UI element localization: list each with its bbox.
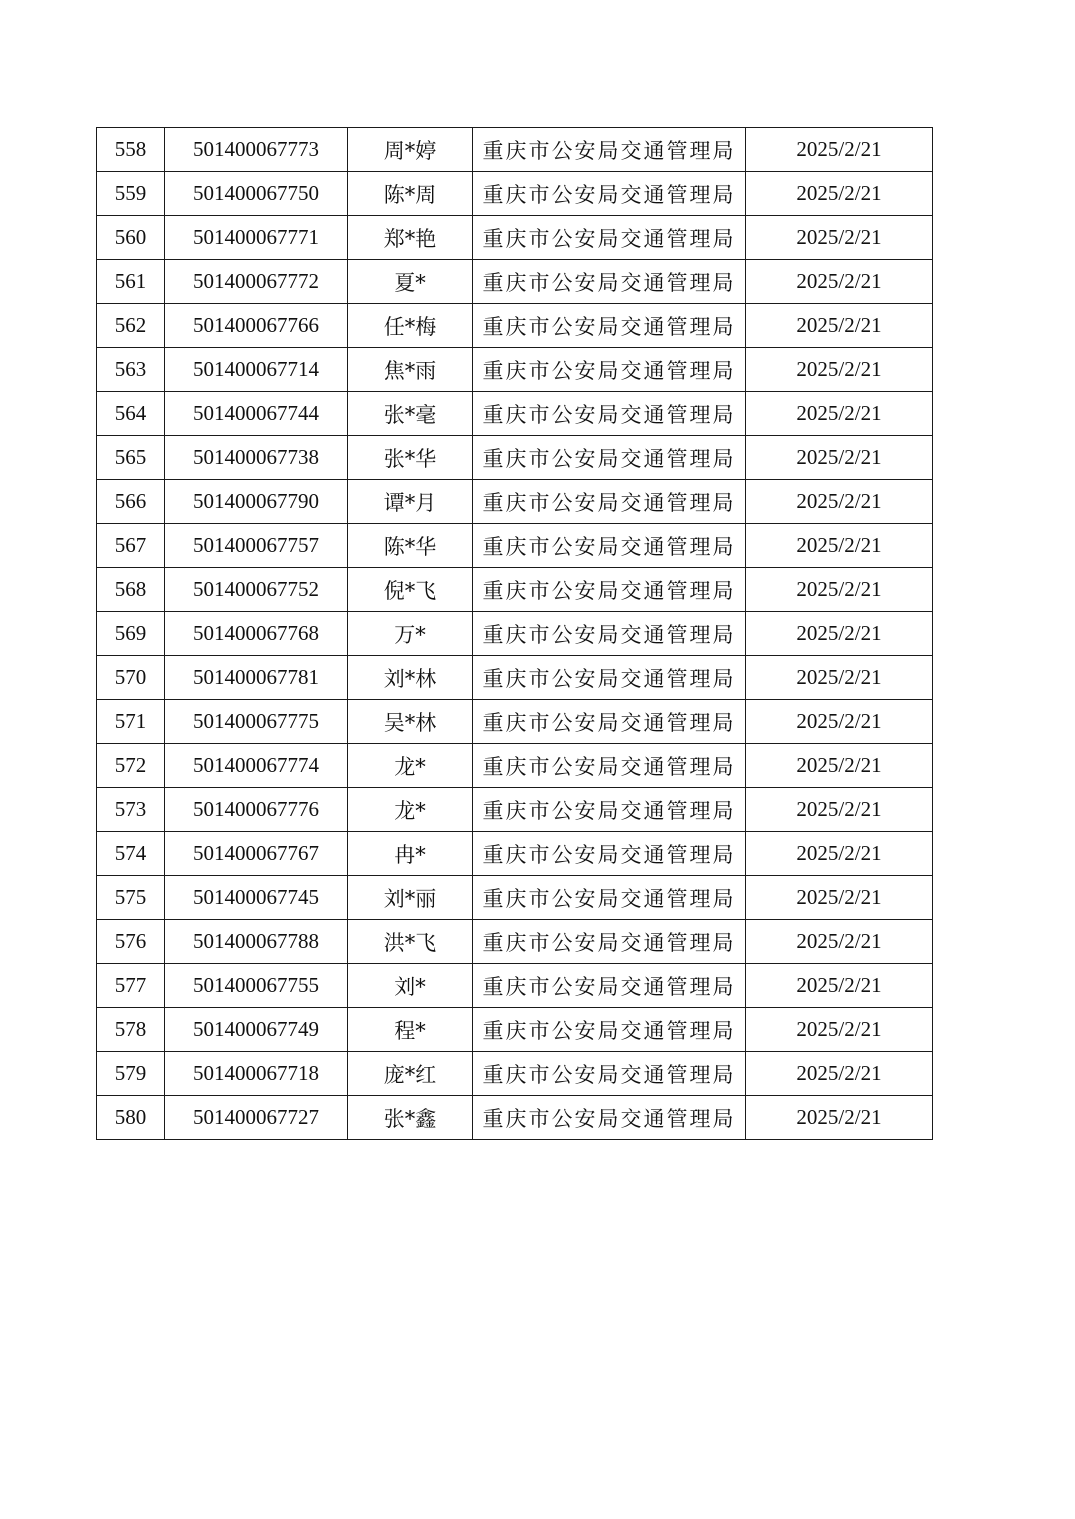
cell-row-number: 564 bbox=[97, 392, 165, 436]
cell-organization: 重庆市公安局交通管理局 bbox=[473, 348, 746, 392]
cell-date: 2025/2/21 bbox=[746, 876, 933, 920]
cell-record-id: 501400067718 bbox=[165, 1052, 348, 1096]
cell-organization: 重庆市公安局交通管理局 bbox=[473, 1008, 746, 1052]
cell-row-number: 574 bbox=[97, 832, 165, 876]
cell-name: 程* bbox=[348, 1008, 473, 1052]
cell-date: 2025/2/21 bbox=[746, 1008, 933, 1052]
cell-row-number: 559 bbox=[97, 172, 165, 216]
cell-record-id: 501400067750 bbox=[165, 172, 348, 216]
cell-record-id: 501400067749 bbox=[165, 1008, 348, 1052]
cell-organization: 重庆市公安局交通管理局 bbox=[473, 1052, 746, 1096]
cell-row-number: 561 bbox=[97, 260, 165, 304]
cell-record-id: 501400067752 bbox=[165, 568, 348, 612]
cell-row-number: 563 bbox=[97, 348, 165, 392]
cell-date: 2025/2/21 bbox=[746, 216, 933, 260]
cell-row-number: 560 bbox=[97, 216, 165, 260]
cell-record-id: 501400067776 bbox=[165, 788, 348, 832]
cell-organization: 重庆市公安局交通管理局 bbox=[473, 260, 746, 304]
cell-record-id: 501400067727 bbox=[165, 1096, 348, 1140]
cell-record-id: 501400067766 bbox=[165, 304, 348, 348]
cell-organization: 重庆市公安局交通管理局 bbox=[473, 304, 746, 348]
cell-name: 冉* bbox=[348, 832, 473, 876]
cell-name: 龙* bbox=[348, 744, 473, 788]
cell-name: 郑*艳 bbox=[348, 216, 473, 260]
cell-date: 2025/2/21 bbox=[746, 128, 933, 172]
cell-record-id: 501400067774 bbox=[165, 744, 348, 788]
table-row bbox=[97, 744, 933, 788]
table-row bbox=[97, 1096, 933, 1140]
cell-organization: 重庆市公安局交通管理局 bbox=[473, 128, 746, 172]
cell-date: 2025/2/21 bbox=[746, 656, 933, 700]
cell-date: 2025/2/21 bbox=[746, 964, 933, 1008]
table-row bbox=[97, 128, 933, 172]
cell-record-id: 501400067775 bbox=[165, 700, 348, 744]
cell-row-number: 579 bbox=[97, 1052, 165, 1096]
cell-name: 刘*丽 bbox=[348, 876, 473, 920]
cell-date: 2025/2/21 bbox=[746, 1052, 933, 1096]
cell-record-id: 501400067772 bbox=[165, 260, 348, 304]
cell-row-number: 566 bbox=[97, 480, 165, 524]
table-row bbox=[97, 1008, 933, 1052]
cell-row-number: 571 bbox=[97, 700, 165, 744]
cell-date: 2025/2/21 bbox=[746, 920, 933, 964]
cell-organization: 重庆市公安局交通管理局 bbox=[473, 700, 746, 744]
table-row bbox=[97, 436, 933, 480]
table-row bbox=[97, 304, 933, 348]
cell-row-number: 569 bbox=[97, 612, 165, 656]
records-table-body bbox=[97, 128, 933, 1140]
cell-date: 2025/2/21 bbox=[746, 788, 933, 832]
cell-organization: 重庆市公安局交通管理局 bbox=[473, 744, 746, 788]
cell-row-number: 572 bbox=[97, 744, 165, 788]
cell-name: 洪*飞 bbox=[348, 920, 473, 964]
cell-record-id: 501400067744 bbox=[165, 392, 348, 436]
table-row bbox=[97, 524, 933, 568]
table-row bbox=[97, 260, 933, 304]
table-row bbox=[97, 216, 933, 260]
cell-date: 2025/2/21 bbox=[746, 480, 933, 524]
table-row bbox=[97, 920, 933, 964]
cell-record-id: 501400067714 bbox=[165, 348, 348, 392]
table-row bbox=[97, 1052, 933, 1096]
cell-record-id: 501400067767 bbox=[165, 832, 348, 876]
cell-row-number: 577 bbox=[97, 964, 165, 1008]
cell-name: 张*华 bbox=[348, 436, 473, 480]
cell-date: 2025/2/21 bbox=[746, 304, 933, 348]
table-row bbox=[97, 876, 933, 920]
table-row bbox=[97, 392, 933, 436]
cell-organization: 重庆市公安局交通管理局 bbox=[473, 788, 746, 832]
cell-name: 龙* bbox=[348, 788, 473, 832]
cell-date: 2025/2/21 bbox=[746, 348, 933, 392]
cell-organization: 重庆市公安局交通管理局 bbox=[473, 480, 746, 524]
cell-name: 倪*飞 bbox=[348, 568, 473, 612]
cell-row-number: 580 bbox=[97, 1096, 165, 1140]
cell-organization: 重庆市公安局交通管理局 bbox=[473, 216, 746, 260]
cell-name: 夏* bbox=[348, 260, 473, 304]
cell-row-number: 565 bbox=[97, 436, 165, 480]
cell-organization: 重庆市公安局交通管理局 bbox=[473, 964, 746, 1008]
cell-name: 张*毫 bbox=[348, 392, 473, 436]
table-row bbox=[97, 656, 933, 700]
cell-organization: 重庆市公安局交通管理局 bbox=[473, 392, 746, 436]
cell-record-id: 501400067781 bbox=[165, 656, 348, 700]
cell-organization: 重庆市公安局交通管理局 bbox=[473, 524, 746, 568]
cell-record-id: 501400067768 bbox=[165, 612, 348, 656]
cell-row-number: 573 bbox=[97, 788, 165, 832]
cell-row-number: 562 bbox=[97, 304, 165, 348]
cell-date: 2025/2/21 bbox=[746, 436, 933, 480]
cell-organization: 重庆市公安局交通管理局 bbox=[473, 920, 746, 964]
cell-row-number: 575 bbox=[97, 876, 165, 920]
table-row bbox=[97, 172, 933, 216]
cell-record-id: 501400067738 bbox=[165, 436, 348, 480]
cell-name: 焦*雨 bbox=[348, 348, 473, 392]
cell-organization: 重庆市公安局交通管理局 bbox=[473, 1096, 746, 1140]
cell-name: 张*鑫 bbox=[348, 1096, 473, 1140]
table-row bbox=[97, 964, 933, 1008]
cell-row-number: 578 bbox=[97, 1008, 165, 1052]
cell-name: 任*梅 bbox=[348, 304, 473, 348]
cell-date: 2025/2/21 bbox=[746, 524, 933, 568]
cell-name: 陈*周 bbox=[348, 172, 473, 216]
cell-name: 谭*月 bbox=[348, 480, 473, 524]
cell-record-id: 501400067773 bbox=[165, 128, 348, 172]
cell-name: 刘* bbox=[348, 964, 473, 1008]
cell-record-id: 501400067755 bbox=[165, 964, 348, 1008]
cell-row-number: 567 bbox=[97, 524, 165, 568]
cell-organization: 重庆市公安局交通管理局 bbox=[473, 656, 746, 700]
cell-record-id: 501400067790 bbox=[165, 480, 348, 524]
cell-date: 2025/2/21 bbox=[746, 172, 933, 216]
cell-row-number: 568 bbox=[97, 568, 165, 612]
cell-row-number: 570 bbox=[97, 656, 165, 700]
cell-name: 周*婷 bbox=[348, 128, 473, 172]
cell-name: 万* bbox=[348, 612, 473, 656]
cell-organization: 重庆市公安局交通管理局 bbox=[473, 832, 746, 876]
cell-organization: 重庆市公安局交通管理局 bbox=[473, 436, 746, 480]
cell-organization: 重庆市公安局交通管理局 bbox=[473, 568, 746, 612]
cell-row-number: 558 bbox=[97, 128, 165, 172]
table-row bbox=[97, 700, 933, 744]
table-row bbox=[97, 612, 933, 656]
cell-organization: 重庆市公安局交通管理局 bbox=[473, 172, 746, 216]
table-row bbox=[97, 788, 933, 832]
cell-date: 2025/2/21 bbox=[746, 1096, 933, 1140]
cell-name: 陈*华 bbox=[348, 524, 473, 568]
cell-record-id: 501400067757 bbox=[165, 524, 348, 568]
cell-date: 2025/2/21 bbox=[746, 568, 933, 612]
cell-record-id: 501400067788 bbox=[165, 920, 348, 964]
cell-row-number: 576 bbox=[97, 920, 165, 964]
cell-record-id: 501400067745 bbox=[165, 876, 348, 920]
cell-date: 2025/2/21 bbox=[746, 392, 933, 436]
cell-date: 2025/2/21 bbox=[746, 612, 933, 656]
cell-organization: 重庆市公安局交通管理局 bbox=[473, 876, 746, 920]
records-table bbox=[96, 127, 933, 1140]
cell-name: 吴*林 bbox=[348, 700, 473, 744]
cell-organization: 重庆市公安局交通管理局 bbox=[473, 612, 746, 656]
cell-date: 2025/2/21 bbox=[746, 260, 933, 304]
cell-date: 2025/2/21 bbox=[746, 700, 933, 744]
table-row bbox=[97, 480, 933, 524]
cell-date: 2025/2/21 bbox=[746, 744, 933, 788]
cell-date: 2025/2/21 bbox=[746, 832, 933, 876]
cell-name: 庞*红 bbox=[348, 1052, 473, 1096]
table-row bbox=[97, 568, 933, 612]
cell-name: 刘*林 bbox=[348, 656, 473, 700]
table-row bbox=[97, 348, 933, 392]
table-row bbox=[97, 832, 933, 876]
cell-record-id: 501400067771 bbox=[165, 216, 348, 260]
